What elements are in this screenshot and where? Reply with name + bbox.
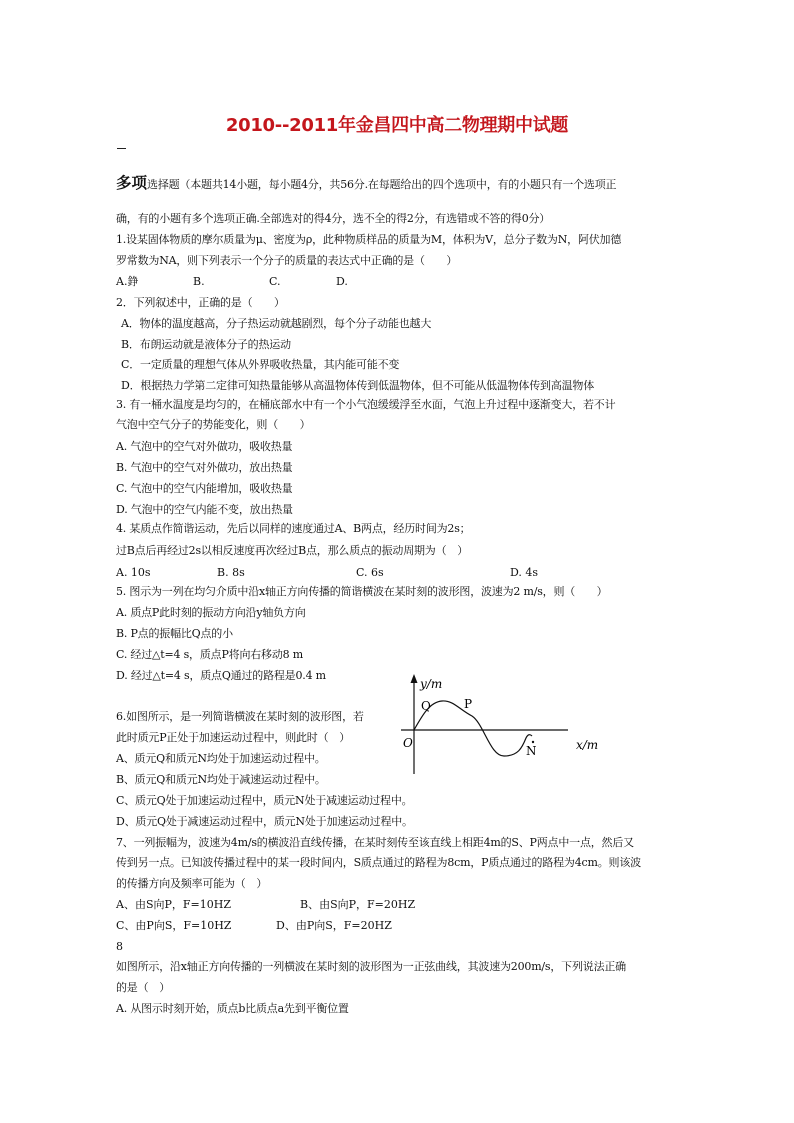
q2-option-b: B．布朗运动就是液体分子的热运动: [121, 338, 291, 351]
q1-line1: 1.设某固体物质的摩尔质量为μ、密度为ρ，此种物质样品的质量为M，体积为V，总分子数为N，阿伏加德: [116, 233, 622, 246]
q5-option-a: A. 质点P此时刻的振动方向沿y轴负方向: [116, 606, 306, 619]
q8-line1: 如图所示，沿x轴正方向传播的一列横波在某时刻的波形图为一正弦曲线，其波速为200m/s，下列说法正确: [116, 960, 626, 973]
q7-line3: 的传播方向及频率可能为（ ）: [116, 877, 268, 890]
q4-line1: 4. 某质点作简谐运动，先后以同样的速度通过A、B两点，经历时间为2s；: [116, 522, 471, 535]
q6-line1: 6.如图所示，是一列简谐横波在某时刻的波形图，若: [116, 710, 364, 723]
point-n-dot: [532, 741, 534, 743]
q7-line1: 7、一列振幅为，波速为4m/s的横波沿直线传播，在某时刻传至该直线上相距4m的S、P两点中一点，然后又: [116, 836, 634, 849]
q5-stem: 5. 图示为一列在均匀介质中沿x轴正方向传播的简谐横波在某时刻的波形图，波速为2 m/s，则（ ）: [116, 585, 608, 598]
q2-option-d: D．根据热力学第二定律可知热量能够从高温物体传到低温物体，但不可能从低温物体传到高温物体: [121, 379, 595, 392]
q1-option-c: C.: [269, 275, 281, 288]
point-q-label: Q: [421, 699, 431, 713]
q6-option-a: A、质元Q和质元N均处于加速运动过程中。: [116, 752, 326, 765]
q5-option-c: C. 经过△t=4 s，质点P将向右移动8 m: [116, 648, 303, 661]
q7-option-d: D、由P向S，F=20HZ: [276, 919, 392, 932]
q1-option-b: B.: [193, 275, 205, 288]
q4-option-a: A. 10s: [116, 566, 151, 579]
q6-option-d: D、质元Q处于减速运动过程中，质元N处于加速运动过程中。: [116, 815, 413, 828]
q3-option-c: C. 气泡中的空气内能增加，吸收热量: [116, 482, 293, 495]
q6-line2: 此时质元P正处于加速运动过程中，则此时（ ）: [116, 731, 350, 744]
q5-option-d: D. 经过△t=4 s，质点Q通过的路程是0.4 m: [116, 669, 326, 682]
q7-option-b: B、由S向P，F=20HZ: [300, 898, 416, 911]
section-header-line1: [116, 173, 617, 192]
section-header-text: 选择题（本题共14小题，每小题4分，共56分.在每题给出的四个选项中，有的小题只有一个选项正: [147, 178, 617, 191]
point-n-label: N: [526, 744, 537, 758]
q3-option-a: A. 气泡中的空气对外做功，吸收热量: [116, 440, 293, 453]
q1-option-a: A.錚: [116, 275, 139, 288]
q8-number: 8: [116, 940, 123, 953]
q2-option-a: A．物体的温度越高，分子热运动就越剧烈，每个分子动能也越大: [121, 317, 432, 330]
q3-option-d: D. 气泡中的空气内能不变，放出热量: [116, 503, 293, 516]
q8-line2: 的是（ ）: [116, 981, 170, 994]
q6-option-b: B、质元Q和质元N均处于减速运动过程中。: [116, 773, 326, 786]
origin-label: O: [403, 736, 413, 750]
q1-line2: 罗常数为NA，则下列表示一个分子的质量的表达式中正确的是（ ）: [116, 254, 458, 267]
q5-option-b: B. P点的振幅比Q点的小: [116, 627, 233, 640]
q3-option-b: B. 气泡中的空气对外做功，放出热量: [116, 461, 293, 474]
q2-option-c: C．一定质量的理想气体从外界吸收热量，其内能可能不变: [121, 358, 400, 371]
wave-figure: [398, 672, 608, 782]
y-axis-arrow-icon: [411, 674, 418, 683]
section-header-bold: 多项: [116, 173, 148, 192]
page-title: 2010--2011年金昌四中高二物理期中试题: [225, 115, 569, 136]
q6-option-c: C、质元Q处于加速运动过程中，质元N处于减速运动过程中。: [116, 794, 413, 807]
q4-option-c: C. 6s: [356, 566, 384, 579]
q7-option-c: C、由P向S，F=10HZ: [116, 919, 232, 932]
q4-option-d: D. 4s: [510, 566, 539, 579]
q7-option-a: A、由S向P，F=10HZ: [116, 898, 231, 911]
q2-stem: 2．下列叙述中，正确的是（ ）: [116, 296, 285, 309]
q3-line1: 3. 有一桶水温度是均匀的，在桶底部水中有一个小气泡缓缓浮至水面，气泡上升过程中逐渐变大，若不计: [116, 398, 616, 411]
q4-line2: 过B点后再经过2s以相反速度再次经过B点，那么质点的振动周期为（ ）: [116, 544, 469, 557]
wave-curve: [414, 701, 532, 756]
section-header-line2: 确，有的小题有多个选项正确.全部选对的得4分，选不全的得2分，有选错或不答的得0分）: [116, 212, 551, 225]
y-axis-label: y/m: [420, 677, 443, 691]
q4-option-b: B. 8s: [217, 566, 245, 579]
x-axis-label: x/m: [576, 738, 599, 752]
q7-line2: 传到另一点。已知波传播过程中的某一段时间内，S质点通过的路程为8cm，P质点通过的路程为4cm。则该波: [116, 856, 641, 869]
section-number-dash: [117, 148, 126, 149]
q1-option-d: D.: [336, 275, 348, 288]
q8-option-a: A. 从图示时刻开始，质点b比质点a先到平衡位置: [116, 1002, 349, 1015]
q3-line2: 气泡中空气分子的势能变化，则（ ）: [116, 418, 311, 431]
point-p-label: P: [464, 697, 473, 711]
